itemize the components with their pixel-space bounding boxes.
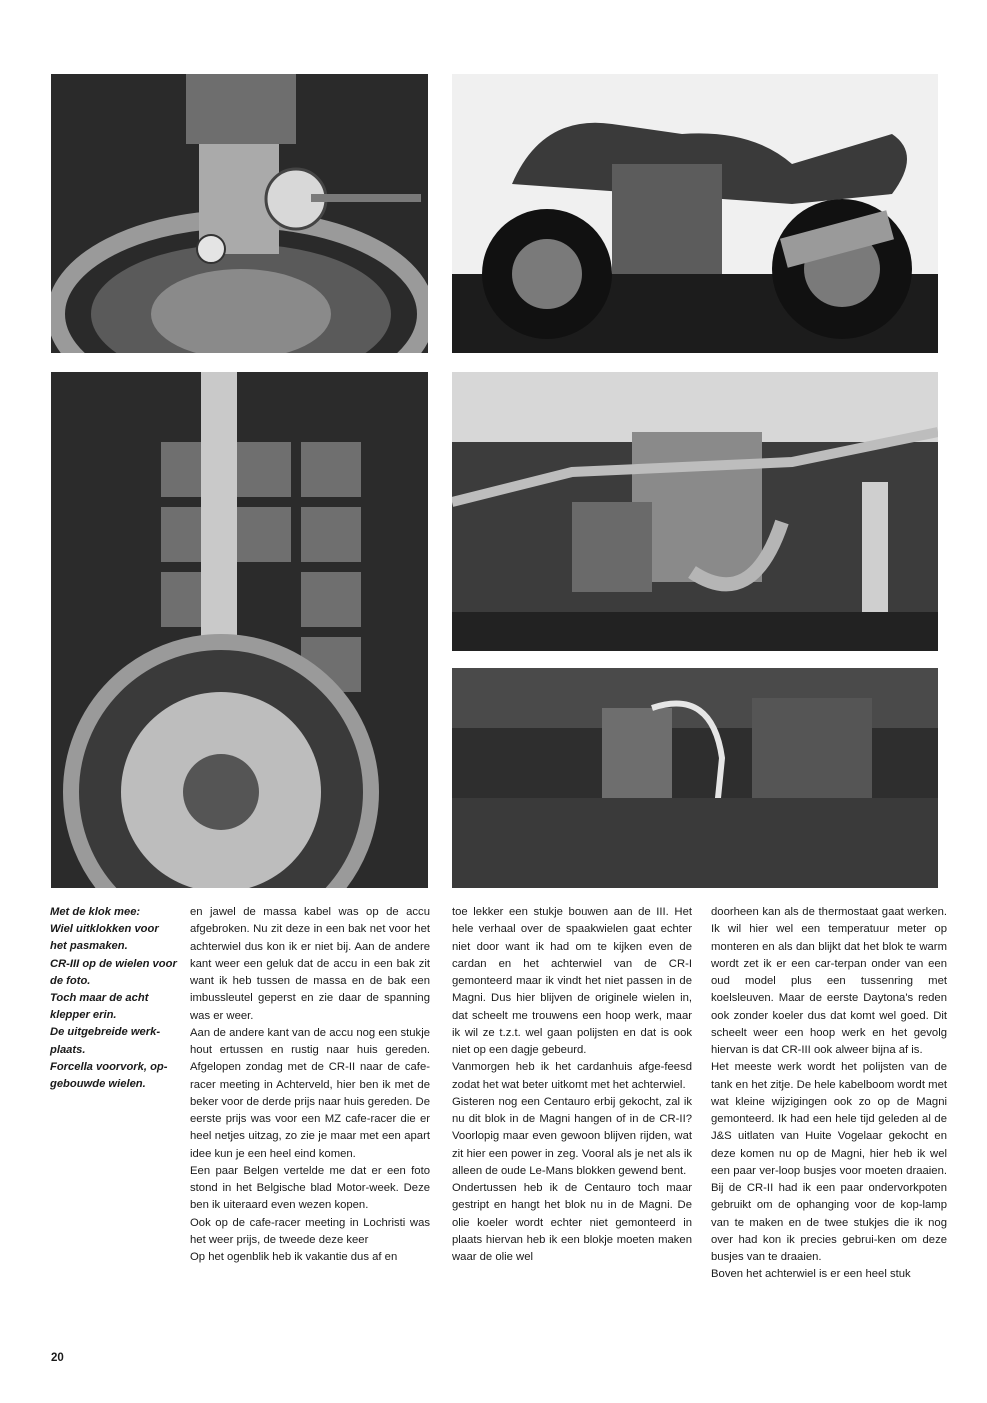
photo-eight-valve-engine bbox=[452, 372, 938, 651]
paragraph: Ondertussen heb ik de Centauro toch maar gestript en hangt het blok nu in de Magni. De olie koeler wordt echter niet gemonteerd in plaats hiervan heb ik een blokje moeten maken waar de olie wel bbox=[452, 1182, 692, 1263]
caption-line: CR-III op de wielen voor de foto. bbox=[50, 957, 177, 987]
photo-wheel-truing bbox=[51, 74, 428, 353]
paragraph: Gisteren nog een Centauro erbij gekocht, zal ik nu dit blok in de Magni hangen of in de CR-II? Voorlopig maar even gewoon blijven rijden, wat zit hier een power in zeg. Vooral als je net als ik alleen de oude Le-Mans blokken gewend bent. bbox=[452, 1095, 692, 1177]
photo-cr3-on-wheels bbox=[452, 74, 938, 353]
paragraph: doorheen kan als de thermostaat gaat werken. Ik wil hier wel een temperatuur meter op monteren en als dan blijkt dat het blok te warm wordt zet ik er een car-terpan onder van een oud model plus een tussenring met koelsleuven. Maar de eerste Daytona's reden ook zonder koeler dus dat komt wel goed. Dit scheelt weer een hoop werk en het gevolg hiervan is dat CR-III ook alweer bijna af is. bbox=[711, 906, 947, 1056]
text-column-2 bbox=[452, 904, 692, 1266]
paragraph: toe lekker een stukje bouwen aan de III. Het hele verhaal over de spaakwielen gaat echter niet door want ik had om te kijken even de cardan en het achterwiel van de CR-I gemonteerd maar ik vindt het niet passen in de Magni. Dus hier blijven de originele wielen in, dat scheelt me trouwens een hoop werk, maar ik wil ze t.z.t. wel gaan polijsten en dat is ook niet op een dagje gebeurd. bbox=[452, 906, 692, 1056]
caption-line: Toch maar de acht klepper erin. bbox=[50, 992, 149, 1022]
photo-forcella-fork bbox=[51, 372, 428, 888]
caption-line: Met de klok mee: bbox=[50, 906, 141, 918]
paragraph: Op het ogenblik heb ik vakantie dus af en bbox=[190, 1251, 398, 1263]
caption-line: De uitgebreide werk-plaats. bbox=[50, 1026, 161, 1056]
photo-caption bbox=[50, 904, 178, 1093]
caption-line: Forcella voorvork, op-gebouwde wielen. bbox=[50, 1060, 168, 1091]
paragraph: en jawel de massa kabel was op de accu afgebroken. Nu zit deze in een bak net voor het achterwiel dus kon ik er niet bij. Aan de andere kant weer een geluk dat de accu in een bak zit want ik heb tussen de massa en de bak een imbussleutel geperst en zie daar de spanning was er weer. bbox=[190, 906, 430, 1022]
caption-line: Wiel uitklokken voor het pasmaken. bbox=[50, 923, 159, 953]
paragraph: Ook op de cafe-racer meeting in Lochristi was het weer prijs, de tweede deze keer bbox=[190, 1216, 430, 1246]
text-column-3 bbox=[711, 904, 947, 1284]
text-column-1 bbox=[190, 904, 430, 1266]
paragraph: Vanmorgen heb ik het cardanhuis afge-feesd zodat het wat beter uitkomt met het achterwiel. bbox=[452, 1061, 692, 1091]
paragraph: Aan de andere kant van de accu nog een stukje hout ertussen en rustig naar huis gereden. Afgelopen zondag met de CR-II naar de cafe-racer meeting in Achterveld, hier ben ik met de beker voor de derde prijs naar huis gereden. De eerste prijs was voor een MZ cafe-racer die er heel netjes uitzag, zo zie je maar met een apart idee kun je een heel eind komen. bbox=[190, 1026, 430, 1160]
paragraph: Het meeste werk wordt het polijsten van de tank en het zitje. De hele kabelboom wordt met wat kleine wijzigingen ook zo op de Magni gemonteerd. Ik had een hele tijd geleden al de J&S uitlaten van Huite Vogelaar gekocht en deze komen nu op de Magni, hier heb ik wel een paar ver-loop busjes voor moeten draaien. Bij de CR-II had ik een paar ondervorkpoten gebruikt om de ophanging voor de kop-lamp van te maken en de twee stukjes die ik nog over had kon ik precies gebrui-ken om deze busjes van te draaien. bbox=[711, 1061, 947, 1263]
photo-workshop bbox=[452, 668, 938, 888]
paragraph: Een paar Belgen vertelde me dat er een foto stond in het Belgische blad Motor-week. Deze ben ik uiteraard even wezen kopen. bbox=[190, 1164, 430, 1212]
page-number: 20 bbox=[51, 1352, 64, 1364]
paragraph: Boven het achterwiel is er een heel stuk bbox=[711, 1268, 911, 1281]
